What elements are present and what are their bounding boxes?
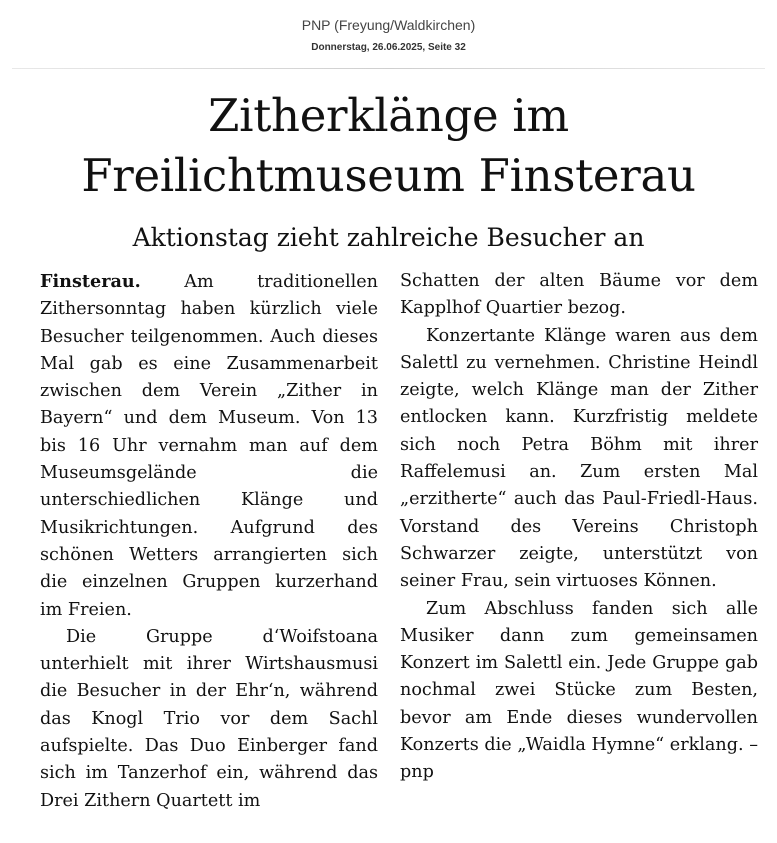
headline-line-1: Zitherklänge im bbox=[208, 89, 569, 142]
page-header bbox=[0, 0, 777, 70]
paragraph bbox=[40, 268, 378, 624]
paragraph: Schatten der alten Bäume vor dem Kapplhof Quartier bezog. bbox=[400, 271, 758, 319]
paragraph: Zum Abschluss fanden sich alle Musiker dann zum gemeinsamen Konzert im Salettl ein. Jede Gruppe gab nochmal zwei Stücke zum Besten, bevor am Ende dieses wundervollen Konzerts die „Waidla Hymne“ erklang. – pnp bbox=[400, 598, 758, 783]
paragraph: Die Gruppe d‘Woifstoana unterhielt mit ihrer Wirtshausmusi die Besucher in der Ehr‘n, während das Knogl Trio vor dem Sachl aufspielte. Das Duo Einberger fand sich im Tanzerhof ein, während das Drei Zithern Quartett im bbox=[40, 626, 378, 811]
article-headline bbox=[0, 86, 777, 206]
article-subheadline: Aktionstag zieht zahlreiche Besucher an bbox=[132, 223, 645, 252]
article-column-2 bbox=[400, 268, 758, 787]
header-divider bbox=[12, 68, 765, 69]
paragraph: Konzertante Klänge waren aus dem Salettl zu vernehmen. Christine Heindl zeigte, welch Klänge man der Zither entlocken kann. Kurzfristig meldete sich noch Petra Böhm mit ihrer Raffelemusi an. Zum ersten Mal „erzitherte“ auch das Paul-Friedl-Haus. Vorstand des Vereins Christoph Schwarzer zeigte, unterstützt von seiner Frau, sein virtuoses Können. bbox=[400, 325, 758, 592]
headline-line-2: Freilichtmuseum Finsterau bbox=[81, 149, 696, 202]
article-dateline: Finsterau. bbox=[40, 271, 141, 292]
issue-dateline: Donnerstag, 26.06.2025, Seite 32 bbox=[311, 42, 466, 53]
paragraph-text: Am traditionellen Zithersonntag haben kürzlich viele Besucher teilgenommen. Auch dieses Mal gab es eine Zusammenarbeit zwischen dem Verein „Zither in Bayern“ und dem Museum. Von 13 bis 16 Uhr vernahm man auf dem Museumsgelände die unterschiedlichen Klänge und Musikrichtungen. Aufgrund des schönen Wetters arrangierten sich die einzelnen Gruppen kurzerhand im Freien. bbox=[40, 272, 378, 620]
publication-name: PNP (Freyung/Waldkirchen) bbox=[301, 17, 476, 33]
article-column-1 bbox=[40, 268, 378, 815]
